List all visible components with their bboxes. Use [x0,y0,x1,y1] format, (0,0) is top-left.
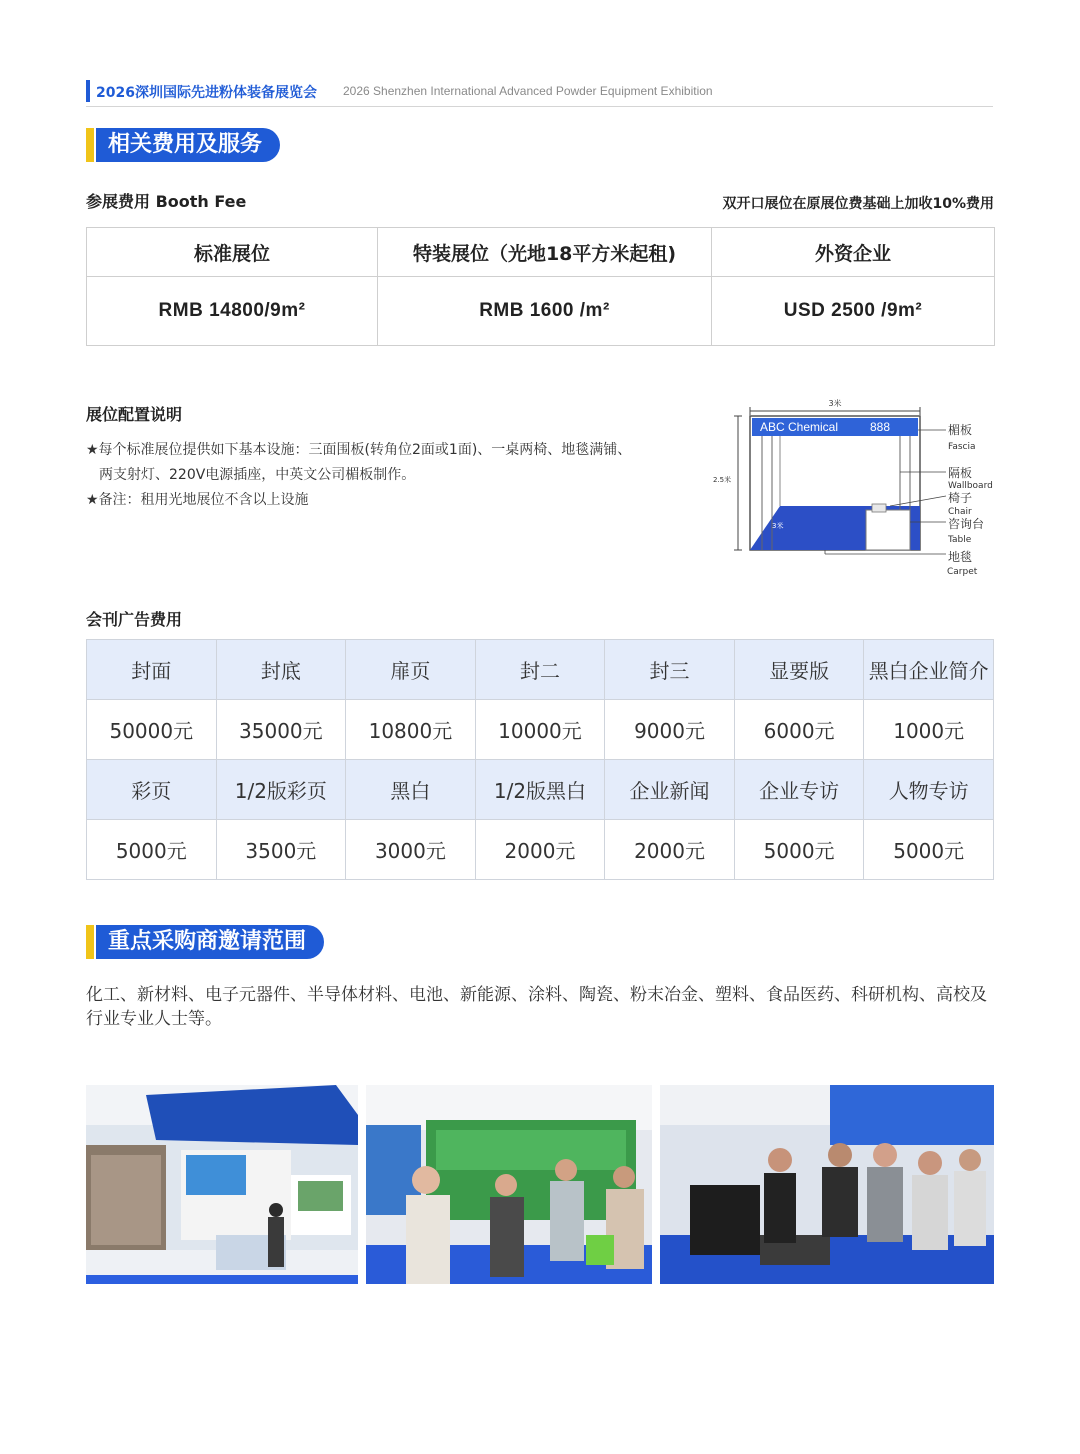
diagram-chair [872,504,886,512]
fee-header-foreign: 外资企业 [712,228,995,277]
photo-visitors-3 [660,1085,994,1284]
ad-item: 封二 [475,640,605,700]
ad-item: 1/2版黑白 [475,760,605,820]
booth-fee-table [86,227,995,346]
ad-price: 2000元 [475,820,605,880]
fee-header-raw-space: 特装展位（光地18平方米起租) [378,228,712,277]
fascia-number: 888 [870,420,891,434]
section-title-accent [86,128,94,162]
ad-item: 封面 [87,640,217,700]
ad-item: 彩页 [87,760,217,820]
fee-price-raw-space: RMB 1600 /m² [378,277,712,346]
header-title-cn: 2026深圳国际先进粉体装备展览会 [96,85,317,101]
ad-price: 1000元 [864,700,994,760]
ad-price: 50000元 [87,700,217,760]
ad-price: 6000元 [734,700,864,760]
ad-section-title: 会刊广告费用 [86,610,183,629]
booth-config-title: 展位配置说明 [86,405,183,424]
header-accent-bar [86,80,90,102]
diagram-depth-label: 3米 [772,522,784,530]
label-wallboard-cn: 隔板 [948,466,973,480]
ad-item: 黑白企业简介 [864,640,994,700]
fascia-company: ABC Chemical [760,420,839,434]
ad-price: 2000元 [605,820,735,880]
label-fascia-cn: 楣板 [948,423,973,437]
surcharge-note: 双开口展位在原展位费基础上加收10%费用 [722,196,994,212]
label-table-en: Table [948,535,972,545]
ad-price: 3500元 [216,820,346,880]
photo-booth-1 [86,1085,358,1284]
fee-price-foreign: USD 2500 /9m² [712,277,995,346]
label-chair-en: Chair [948,507,972,517]
header-title-en: 2026 Shenzhen International Advanced Powder Equipment Exhibition [343,84,713,98]
ad-item: 企业专访 [734,760,864,820]
booth-fee-label: 参展费用 Booth Fee [86,192,247,211]
booth-config-line-2: 两支射灯、220V电源插座，中英文公司楣板制作。 [99,467,416,483]
fee-header-standard: 标准展位 [87,228,378,277]
label-wallboard-en: Wallboard [948,481,993,491]
ad-item: 企业新闻 [605,760,735,820]
diagram-width-label: 3米 [828,399,842,408]
buyers-scope-text: 化工、新材料、电子元器件、半导体材料、电池、新能源、涂料、陶瓷、粉末冶金、塑料、食品医药、科研机构、高校及行业专业人士等。 [86,985,987,1029]
fee-price-standard: RMB 14800/9m² [87,277,378,346]
diagram-height-label: 2.5米 [713,476,732,484]
booth-config-line-3: ★备注：租用光地展位不含以上设施 [86,492,309,508]
ad-price: 5000元 [87,820,217,880]
ad-price: 3000元 [346,820,476,880]
ad-price: 10800元 [346,700,476,760]
ad-item: 封三 [605,640,735,700]
ad-item: 显要版 [734,640,864,700]
ad-price: 10000元 [475,700,605,760]
label-chair-cn: 椅子 [948,491,973,505]
booth-diagram [700,394,1000,580]
ad-item: 封底 [216,640,346,700]
section-title-label: 相关费用及服务 [96,128,280,162]
section-title-accent [86,925,94,959]
photo-visitors-2 [366,1085,652,1284]
ad-item: 黑白 [346,760,476,820]
ad-price: 5000元 [864,820,994,880]
section-title-label: 重点采购商邀请范围 [96,925,324,959]
ad-price: 5000元 [734,820,864,880]
header-divider [86,106,993,107]
label-carpet-cn: 地毯 [948,550,973,564]
ad-item: 人物专访 [864,760,994,820]
diagram-table [866,510,910,550]
label-fascia-en: Fascia [948,442,976,452]
ad-item: 1/2版彩页 [216,760,346,820]
booth-config-line-1: ★每个标准展位提供如下基本设施：三面围板(转角位2面或1面)、一桌两椅、地毯满铺、 [86,442,632,458]
ad-fee-table [86,639,994,880]
ad-price: 35000元 [216,700,346,760]
label-carpet-en: Carpet [947,567,978,577]
label-table-cn: 咨询台 [948,517,985,531]
ad-price: 9000元 [605,700,735,760]
ad-item: 扉页 [346,640,476,700]
